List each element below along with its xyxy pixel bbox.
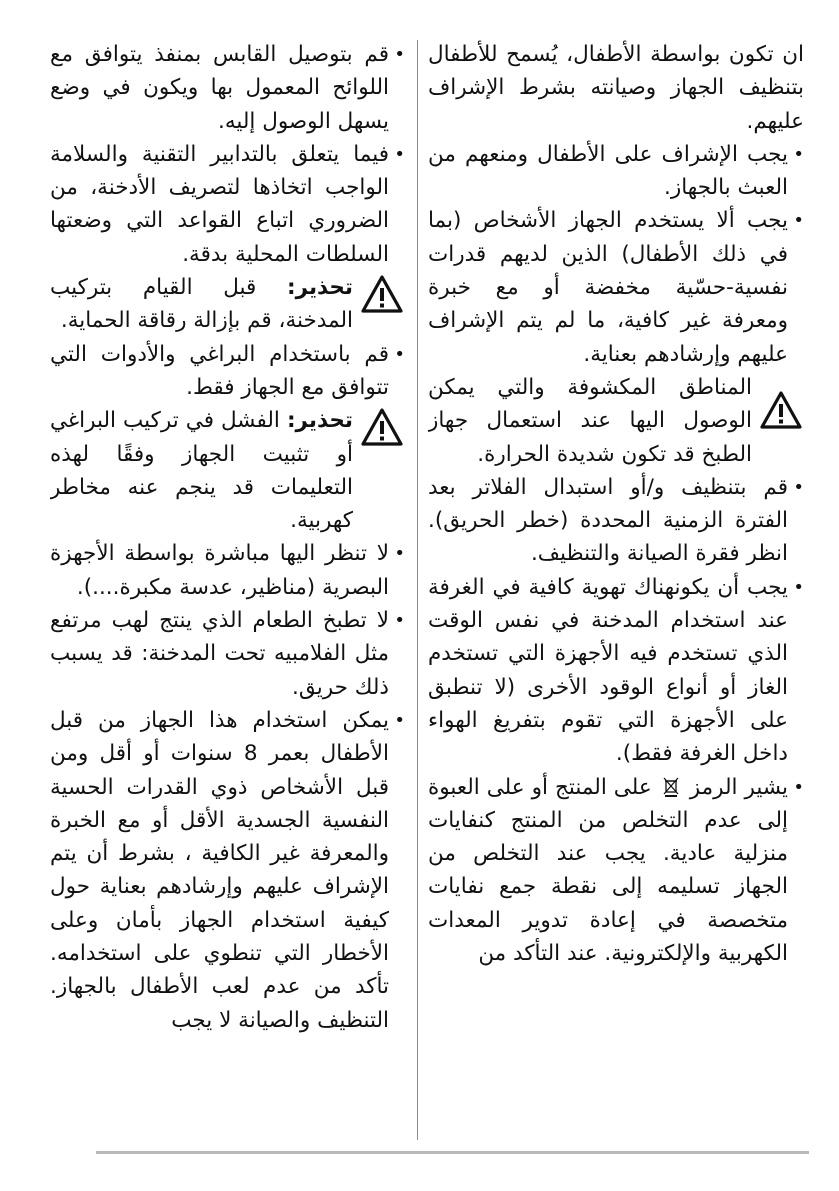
list-item-text: لا تنظر اليها مباشرة بواسطة الأجهزة البصرية (مناظير، عدسة مكبرة....).	[50, 541, 389, 600]
symbol-sentence-rest: على المنتج أو على العبوة إلى عدم التخلص من المنتج كنفايات منزلية عادية. يجب عند التخلص من الجهاز تسليمه إلى نقطة جمع نفايات متخصصة في إعادة تدوير المعدات الكهربية والإلكترونية. عند التأكد من	[428, 774, 788, 967]
warning-label: تحذير:	[286, 275, 354, 301]
warning-text: قبل القيام بتركيب المدخنة، قم بإزالة رقاقة الحماية.	[50, 275, 353, 334]
bullet-icon: •	[793, 210, 804, 232]
continuation-paragraph: ان تكون بواسطة الأطفال، يُسمح للأطفال بتنظيف الجهاز وصيانته بشرط الإشراف عليهم.	[428, 42, 804, 134]
list-item	[50, 338, 405, 405]
bullet-icon: •	[394, 143, 405, 165]
symbol-sentence-start: يشير الرمز	[689, 774, 788, 800]
list-item	[428, 138, 804, 205]
bottom-rule	[96, 1151, 809, 1154]
list-item-text: قم بتنظيف و/أو استبدال الفلاتر بعد الفترة الزمنية المحددة (خطر الحريق). انظر فقرة الصيانة والتنظيف.	[428, 474, 788, 567]
screws-warning	[50, 404, 405, 537]
bullet-icon: •	[793, 476, 804, 498]
list-item	[50, 138, 405, 271]
right-column	[428, 38, 804, 1148]
bullet-icon: •	[394, 44, 405, 65]
list-item-text: يمكن استخدام هذا الجهاز من قبل الأطفال بعمر 8 سنوات أو أقل ومن قبل الأشخاص ذوي القدرات الحسية النفسية الجسدية الأقل أو مع الخبرة والمعرفة غير الكافية ، بشرط أن يتم الإشراف عليهم وإرشادهم بعناية حول كيفية استخدام الجهاز بأمان وعلى الأخطار التي تنطوي على استخدامه. تأكد من عدم لعب الأطفال بالجهاز. التنظيف والصيانة لا يجب	[50, 707, 389, 1033]
warning-triangle-icon	[361, 275, 403, 313]
list-item-text	[428, 771, 788, 971]
hot-surface-warning	[428, 371, 804, 471]
bullet-icon: •	[793, 576, 804, 598]
bullet-icon: •	[793, 143, 804, 165]
list-item	[428, 771, 804, 971]
list-item-text: لا تطبخ الطعام الذي ينتج لهب مرتفع مثل الفلامبيه تحت المدخنة: قد يسبب ذلك حريق.	[50, 608, 389, 700]
bullet-icon: •	[394, 543, 405, 565]
list-item	[428, 204, 804, 370]
list-item	[50, 704, 405, 1037]
bullet-icon: •	[394, 709, 405, 731]
list-item-text: قم بتوصيل القابس بمنفذ يتوافق مع اللوائح المعمول بها ويكون في وضع يسهل الوصول إليه.	[50, 42, 389, 134]
warning-paragraph	[50, 271, 353, 338]
warning-paragraph	[50, 404, 353, 537]
column-divider	[417, 40, 418, 1140]
list-item	[50, 604, 405, 704]
list-item	[50, 537, 405, 604]
left-column	[50, 38, 405, 1148]
list-item	[428, 471, 804, 571]
bullet-icon: •	[394, 610, 405, 632]
list-item-text: يجب أن يكونهناك تهوية كافية في الغرفة عند استخدام المدخنة في نفس الوقت الذي تستخدم فيه الأجهزة التي تستخدم الغاز أو أنواع الوقود الأخرى (لا تنطبق على الأجهزة التي تقوم بتفريغ الهواء داخل الغرفة فقط).	[428, 574, 788, 767]
list-item-text: فيما يتعلق بالتدابير التقنية والسلامة الواجب اتخاذها لتصريف الأدخنة، من الضروري اتباع القواعد التي وضعتها السلطات المحلية بدقة.	[50, 141, 389, 267]
warning-triangle-icon	[760, 391, 802, 429]
warning-triangle-icon	[361, 408, 403, 446]
list-item-text: يجب الإشراف على الأطفال ومنعهم من العبث بالجهاز.	[428, 141, 788, 201]
crossed-out-bin-icon	[663, 777, 679, 797]
warning-text: الفشل في تركيب البراغي أو تثبيت الجهاز وفقًا لهذه التعليمات قد ينجم عنه مخاطر كهربية.	[50, 408, 353, 534]
warning-text: المناطق المكشوفة والتي يمكن الوصول اليها عند استعمال جهاز الطبخ قد تكون شديدة الحرارة.	[428, 374, 752, 467]
bullet-icon: •	[793, 776, 804, 798]
list-item-text: قم باستخدام البراغي والأدوات التي تتوافق مع الجهاز فقط.	[50, 341, 389, 400]
warning-label: تحذير:	[286, 408, 353, 434]
list-item-text: يجب ألا يستخدم الجهاز الأشخاص (بما في ذلك الأطفال) الذين لديهم قدرات نفسية-حسّية مخفضة أو مع خبرة ومعرفة غير كافية، ما لم يتم الإشراف عليهم وإرشادهم بعناية.	[428, 208, 788, 367]
bullet-icon: •	[394, 343, 405, 365]
list-item	[50, 38, 405, 138]
list-item	[428, 571, 804, 771]
protective-film-warning	[50, 271, 405, 338]
